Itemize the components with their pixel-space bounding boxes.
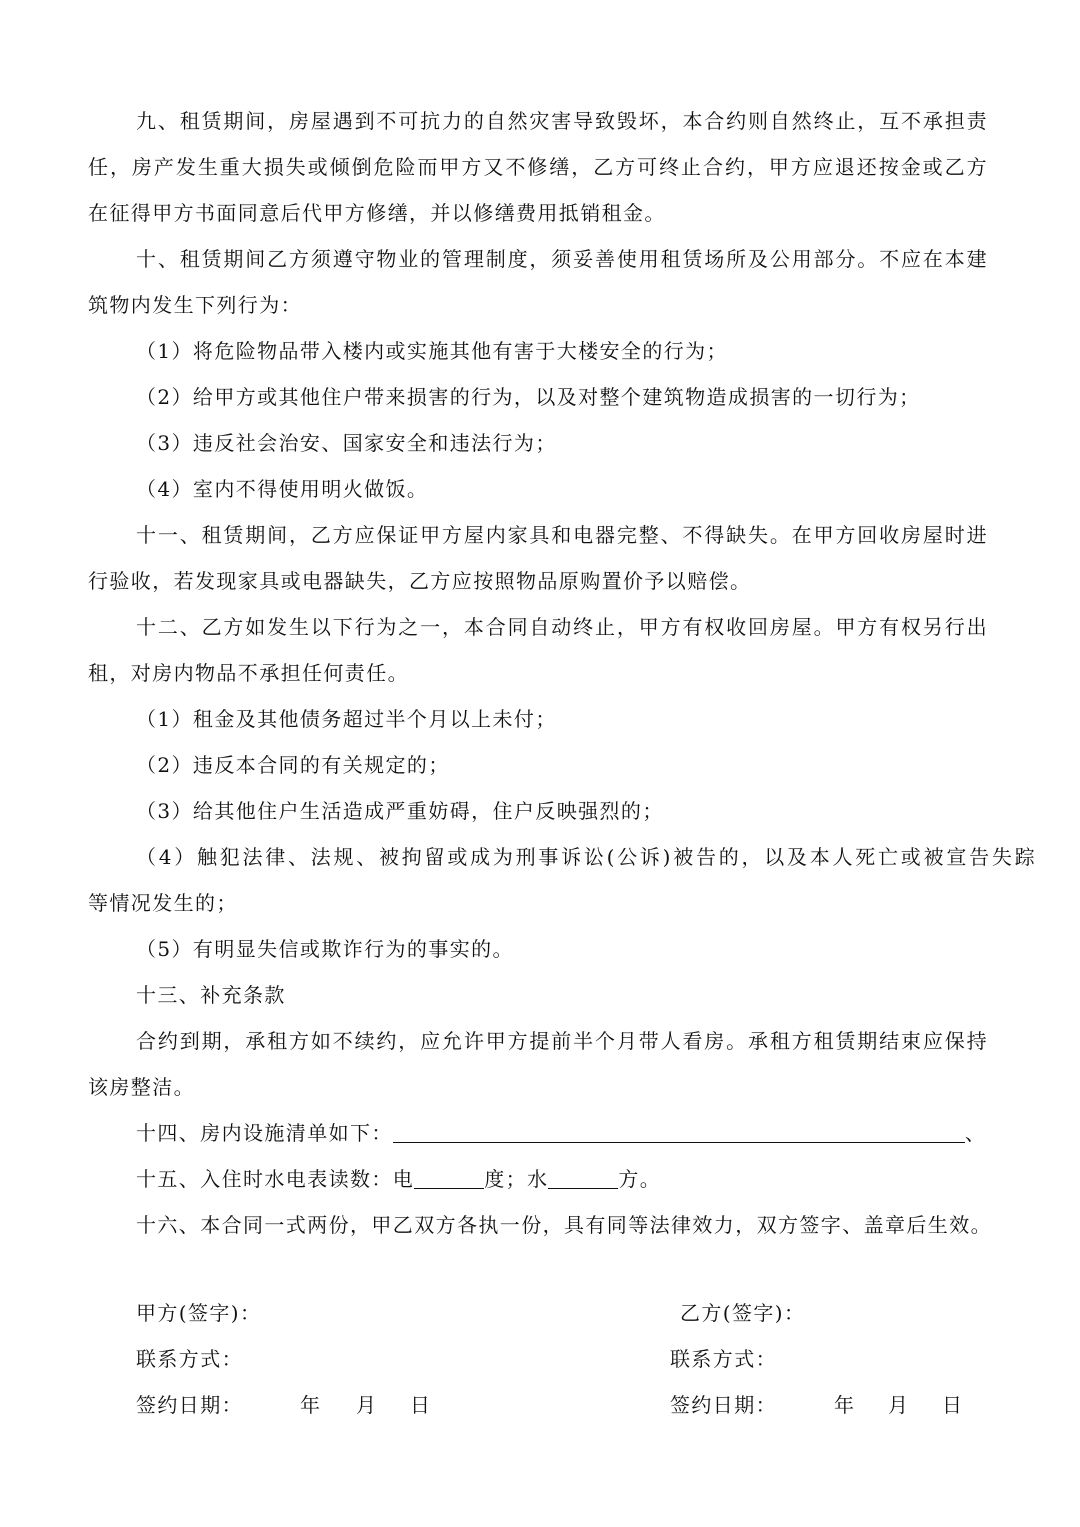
clause-12-item-3: （3）给其他住户生活造成严重妨碍，住户反映强烈的； (136, 799, 664, 823)
clause-10-line-2: 筑物内发生下列行为： (88, 293, 302, 317)
clause-13-line-2: 该房整洁。 (88, 1075, 195, 1099)
party-b-signature: 乙方(签字)： (680, 1301, 806, 1325)
clause-15-unit-1: 度；水 (484, 1167, 549, 1191)
party-a-month: 月 (356, 1393, 376, 1417)
party-b-contact: 联系方式： (670, 1347, 777, 1371)
clause-16: 十六、本合同一式两份，甲乙双方各执一份，具有同等法律效力，双方签字、盖章后生效。 (136, 1213, 992, 1237)
facility-list-blank[interactable] (393, 1122, 965, 1143)
clause-12-item-1: （1）租金及其他债务超过半个月以上未付； (136, 707, 557, 731)
electricity-reading-blank[interactable] (414, 1168, 484, 1189)
clause-12-item-2: （2）违反本合同的有关规定的； (136, 753, 450, 777)
clause-14-label: 十四、房内设施清单如下： (136, 1121, 393, 1145)
clause-15 (136, 1166, 988, 1192)
clause-9-line-3: 在征得甲方书面同意后代甲方修缮，并以修缮费用抵销租金。 (88, 201, 666, 225)
clause-12-item-4-cont: 等情况发生的； (88, 891, 238, 915)
clause-12-item-5: （5）有明显失信或欺诈行为的事实的。 (136, 937, 514, 961)
water-reading-blank[interactable] (548, 1168, 618, 1189)
clause-10-item-1: （1）将危险物品带入楼内或实施其他有害于大楼安全的行为； (136, 339, 728, 363)
clause-13-title: 十三、补充条款 (136, 983, 286, 1007)
party-a-contact: 联系方式： (136, 1347, 243, 1371)
clause-12-item-4: （4）触犯法律、法规、被拘留或成为刑事诉讼(公诉)被告的，以及本人死亡或被宣告失踪 (136, 845, 1036, 869)
party-b-month: 月 (888, 1393, 908, 1417)
clause-15-unit-2: 方。 (618, 1167, 662, 1191)
clause-10-item-3: （3）违反社会治安、国家安全和违法行为； (136, 431, 557, 455)
party-a-date-label: 签约日期： (136, 1393, 243, 1417)
clause-10-line-1: 十、租赁期间乙方须遵守物业的管理制度，须妥善使用租赁场所及公用部分。不应在本建 (136, 247, 988, 271)
party-b-date-label: 签约日期： (670, 1393, 777, 1417)
clause-12-line-1: 十二、乙方如发生以下行为之一，本合同自动终止，甲方有权收回房屋。甲方有权另行出 (136, 615, 988, 639)
clause-15-label: 十五、入住时水电表读数：电 (136, 1167, 415, 1191)
clause-10-item-4: （4）室内不得使用明火做饭。 (136, 477, 429, 501)
party-b-year: 年 (834, 1393, 854, 1417)
clause-14-end: 、 (964, 1121, 987, 1145)
party-b-day: 日 (942, 1393, 962, 1417)
clause-11-line-2: 行验收，若发现家具或电器缺失，乙方应按照物品原购置价予以赔偿。 (88, 569, 752, 593)
party-a-signature: 甲方(签字)： (136, 1301, 262, 1325)
clause-9-line-1: 九、租赁期间，房屋遇到不可抗力的自然灾害导致毁坏，本合约则自然终止，互不承担责 (136, 109, 988, 133)
clause-9-line-2: 任，房产发生重大损失或倾倒危险而甲方又不修缮，乙方可终止合约，甲方应退还按金或乙方 (88, 155, 988, 179)
party-a-year: 年 (300, 1393, 320, 1417)
clause-10-item-2: （2）给甲方或其他住户带来损害的行为，以及对整个建筑物造成损害的一切行为； (136, 385, 921, 409)
clause-11-line-1: 十一、租赁期间，乙方应保证甲方屋内家具和电器完整、不得缺失。在甲方回收房屋时进 (136, 523, 988, 547)
clause-14 (136, 1120, 988, 1146)
clause-13-line-1: 合约到期，承租方如不续约，应允许甲方提前半个月带人看房。承租方租赁期结束应保持 (136, 1029, 988, 1053)
clause-12-line-2: 租，对房内物品不承担任何责任。 (88, 661, 409, 685)
party-a-day: 日 (410, 1393, 430, 1417)
